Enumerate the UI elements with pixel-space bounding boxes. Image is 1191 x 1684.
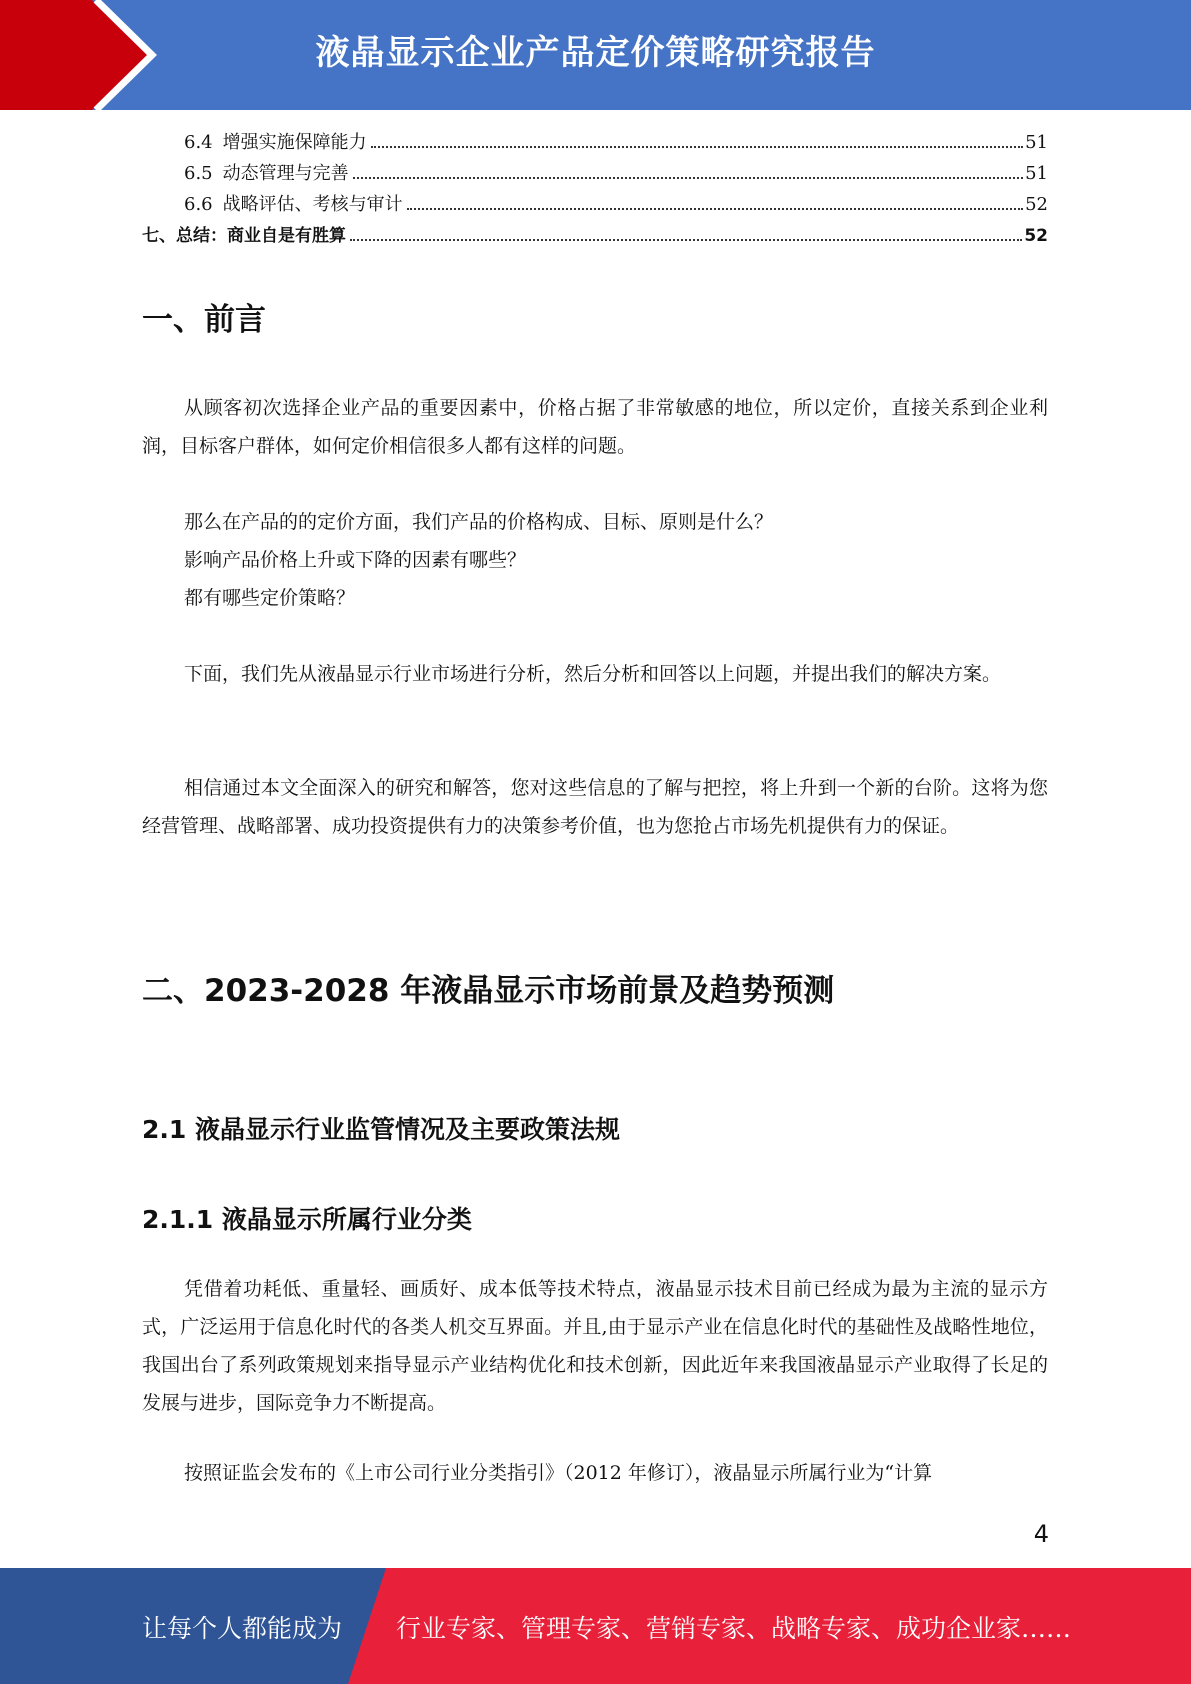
toc-leader-dots xyxy=(350,239,1022,241)
question-line: 那么在产品的的定价方面，我们产品的价格构成、目标、原则是什么？ xyxy=(184,511,774,533)
section-heading-market-outlook: 二、2023-2028 年液晶显示市场前景及趋势预测 xyxy=(142,973,835,1009)
paragraph: 相信通过本文全面深入的研究和解答，您对这些信息的了解与把控，将上升到一个新的台阶。这将为您经营管理、战略部署、成功投资提供有力的决策参考价值，也为您抢占市场先机提供有力的保证。 xyxy=(142,777,1048,837)
page-number: 4 xyxy=(1033,1520,1049,1548)
toc-entry-number: 6.4 xyxy=(184,132,213,153)
footer-slogan-left: 让每个人都能成为 xyxy=(142,1614,343,1643)
toc-entry-page: 51 xyxy=(1025,163,1048,184)
paragraph: 下面，我们先从液晶显示行业市场进行分析，然后分析和回答以上问题，并提出我们的解决方案。 xyxy=(184,663,1002,685)
toc-entry[interactable] xyxy=(142,159,1048,190)
paragraph: 凭借着功耗低、重量轻、画质好、成本低等技术特点，液晶显示技术目前已经成为最为主流的显示方式，广泛运用于信息化时代的各类人机交互界面。并且,由于显示产业在信息化时代的基础性及战略性地位，我国出台了系列政策规划来指导显示产业结构优化和技术创新，因此近年来我国液晶显示产业取得了长足的发展与进步，国际竞争力不断提高。 xyxy=(142,1278,1048,1414)
section-heading-preface: 一、前言 xyxy=(142,302,266,338)
question-line: 影响产品价格上升或下降的因素有哪些？ xyxy=(184,549,527,571)
toc-entry-page: 51 xyxy=(1025,132,1048,153)
footer-slogan-right: 行业专家、管理专家、营销专家、战略专家、成功企业家…… xyxy=(396,1614,1072,1643)
page-footer xyxy=(0,1568,1191,1684)
page-header xyxy=(0,0,1191,110)
toc-entry-number: 6.5 xyxy=(184,163,213,184)
toc-leader-dots xyxy=(407,208,1023,210)
toc-entry-page: 52 xyxy=(1025,194,1048,215)
subsection-heading: 2.1 液晶显示行业监管情况及主要政策法规 xyxy=(142,1115,620,1144)
paragraph: 从顾客初次选择企业产品的重要因素中，价格占据了非常敏感的地位，所以定价，直接关系到企业利润，目标客户群体，如何定价相信很多人都有这样的问题。 xyxy=(142,397,1048,457)
toc-entry-number: 6.6 xyxy=(184,194,213,215)
table-of-contents xyxy=(142,128,1048,252)
question-line: 都有哪些定价策略？ xyxy=(184,587,356,609)
toc-entry-label: 增强实施保障能力 xyxy=(222,132,367,153)
subsection-heading: 2.1.1 液晶显示所属行业分类 xyxy=(142,1205,472,1234)
toc-entry-page: 52 xyxy=(1024,226,1048,246)
toc-entry[interactable] xyxy=(142,190,1048,221)
toc-entry-label: 战略评估、考核与审计 xyxy=(222,194,403,215)
toc-entry-chapter[interactable] xyxy=(142,221,1048,252)
report-title: 液晶显示企业产品定价策略研究报告 xyxy=(315,33,876,73)
toc-entry[interactable] xyxy=(142,128,1048,159)
toc-leader-dots xyxy=(353,177,1023,179)
paragraph: 按照证监会发布的《上市公司行业分类指引》（2012 年修订），液晶显示所属行业为“计算 xyxy=(184,1462,933,1484)
toc-entry-label: 七、总结：商业自是有胜算 xyxy=(142,226,346,246)
toc-entry-label: 动态管理与完善 xyxy=(222,163,349,184)
toc-leader-dots xyxy=(371,146,1023,148)
